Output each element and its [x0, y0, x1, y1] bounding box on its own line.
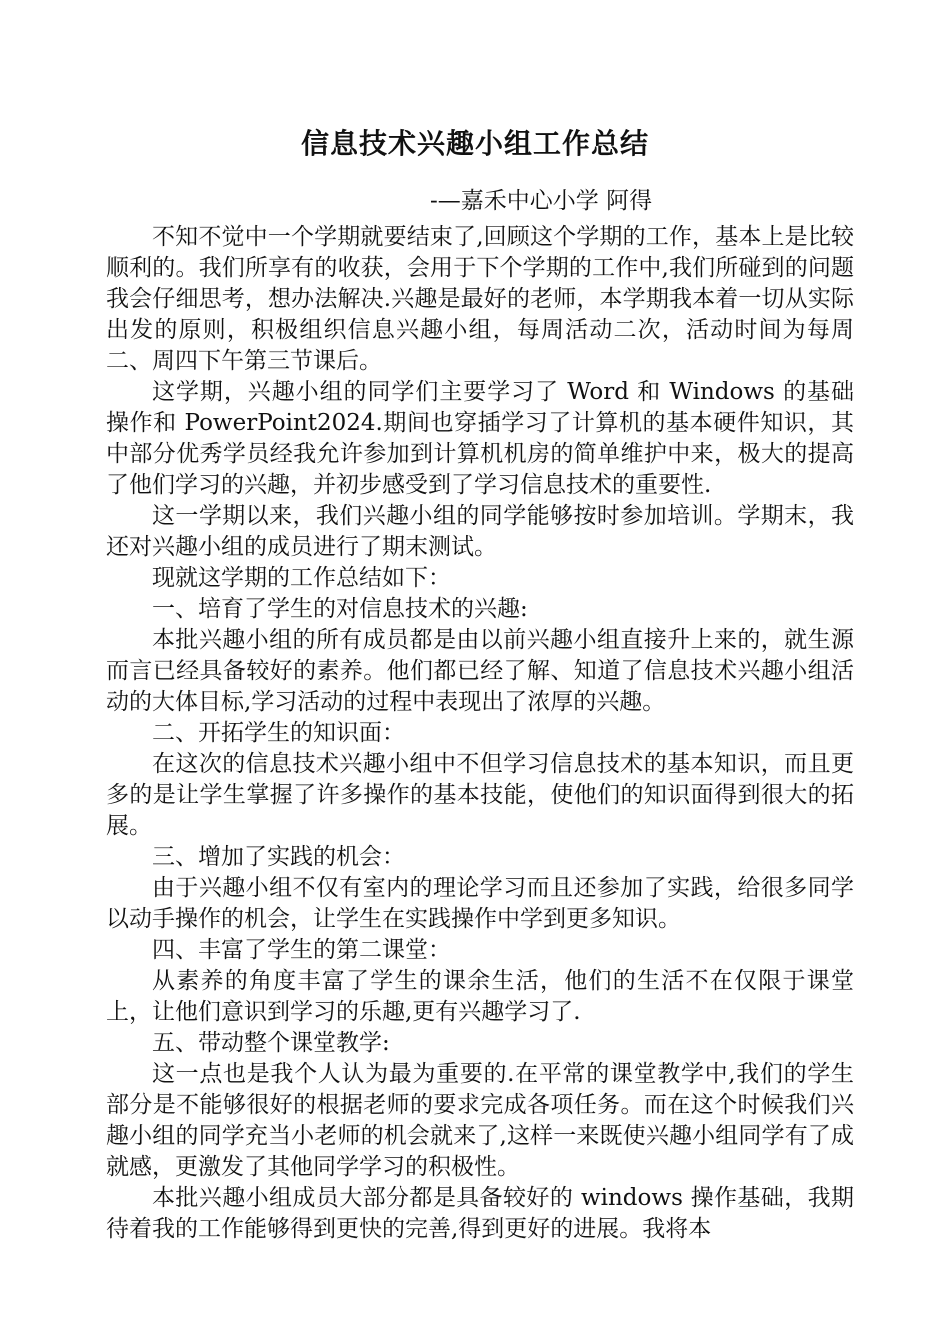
- paragraph: 由于兴趣小组不仅有室内的理论学习而且还参加了实践，给很多同学以动手操作的机会，让学生在实践操作中学到更多知识。: [106, 875, 854, 932]
- paragraph: 在这次的信息技术兴趣小组中不但学习信息技术的基本知识，而且更多的是让学生掌握了许多操作的基本技能，使他们的知识面得到很大的拓展。: [106, 751, 854, 839]
- paragraph: 这学期，兴趣小组的同学们主要学习了 Word 和 Windows 的基础操作和 PowerPoint2024.期间也穿插学习了计算机的基本硬件知识，其中部分优秀学员经我允许参加到计算机机房的简单维护中来，极大的提高了他们学习的兴趣，并初步感受到了学习信息技术的重要性.: [106, 379, 854, 498]
- section-heading: 三、增加了实践的机会：: [152, 844, 405, 870]
- author-byline: -—嘉禾中心小学 阿得: [430, 188, 653, 214]
- paragraph: 这一学期以来，我们兴趣小组的同学能够按时参加培训。学期末，我还对兴趣小组的成员进行了期末测试。: [106, 503, 854, 560]
- section-heading: 一、培育了学生的对信息技术的兴趣:: [152, 596, 528, 622]
- paragraph: 现就这学期的工作总结如下：: [152, 565, 451, 591]
- paragraph: 不知不觉中一个学期就要结束了,回顾这个学期的工作，基本上是比较顺利的。我们所享有的收获，会用于下个学期的工作中,我们所碰到的问题我会仔细思考，想办法解决.兴趣是最好的老师，本学期我本着一切从实际出发的原则，积极组织信息兴趣小组，每周活动二次，活动时间为每周二、周四下午第三节课后。: [106, 224, 854, 374]
- section-heading: 二、开拓学生的知识面：: [152, 720, 405, 746]
- document-title: 信息技术兴趣小组工作总结: [300, 127, 649, 160]
- section-heading: 五、带动整个课堂教学:: [152, 1030, 390, 1056]
- paragraph: 本批兴趣小组的所有成员都是由以前兴趣小组直接升上来的，就生源而言已经具备较好的素养。他们都已经了解、知道了信息技术兴趣小组活动的大体目标,学习活动的过程中表现出了浓厚的兴趣。: [106, 627, 854, 715]
- document-body: [106, 222, 854, 1245]
- paragraph: 这一点也是我个人认为最为重要的.在平常的课堂教学中,我们的学生部分是不能够很好的根据老师的要求完成各项任务。而在这个时候我们兴趣小组的同学充当小老师的机会就来了,这样一来既使兴趣小组同学有了成就感，更激发了其他同学学习的积极性。: [106, 1061, 854, 1180]
- section-heading: 四、丰富了学生的第二课堂：: [152, 937, 451, 963]
- paragraph: 本批兴趣小组成员大部分都是具备较好的 windows 操作基础，我期待着我的工作能够得到更快的完善,得到更好的进展。我将本: [106, 1185, 854, 1242]
- paragraph: 从素养的角度丰富了学生的课余生活，他们的生活不在仅限于课堂上，让他们意识到学习的乐趣,更有兴趣学习了.: [106, 968, 854, 1025]
